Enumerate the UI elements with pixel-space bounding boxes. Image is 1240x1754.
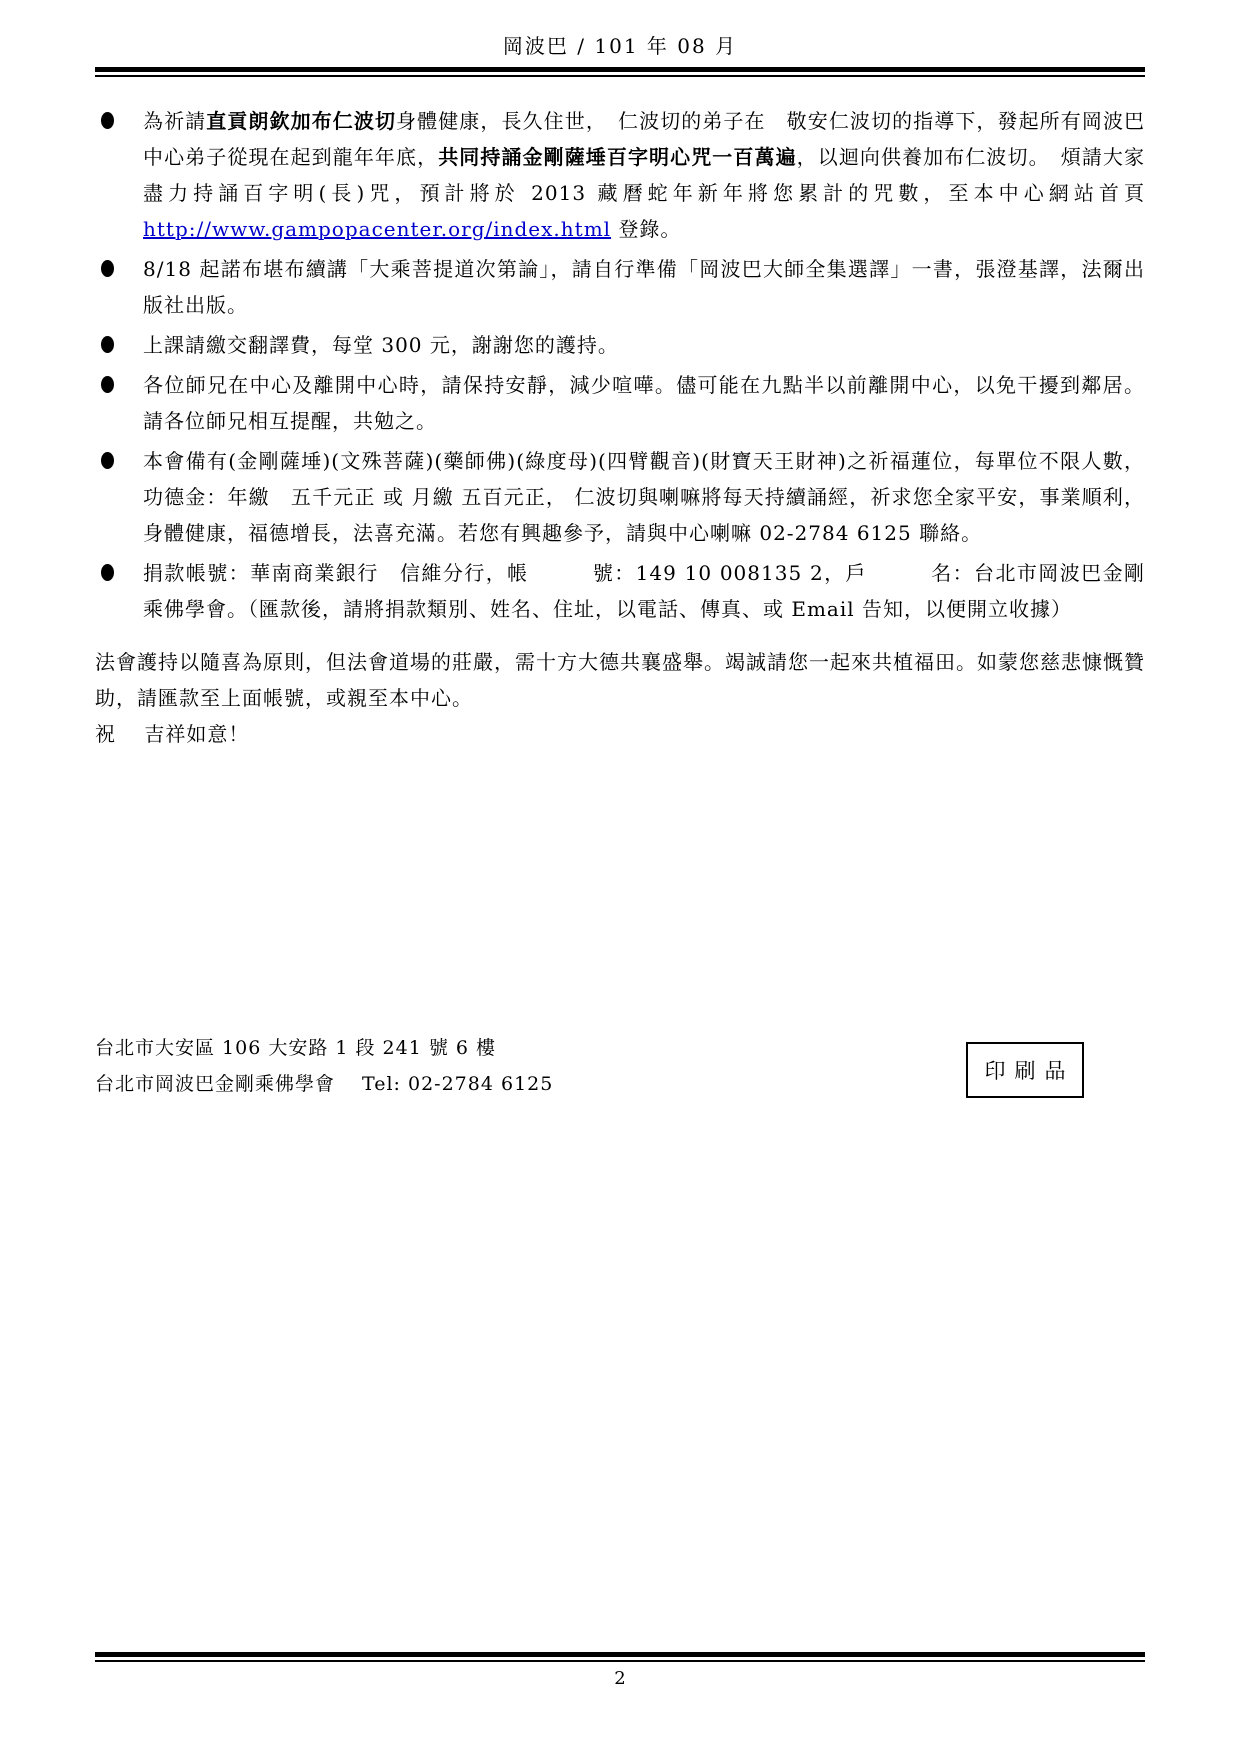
notice-text: 上課請繳交翻譯費，每堂 300 元，謝謝您的護持。 [143,333,619,357]
bullet-icon [101,452,114,469]
list-item-translation-fee [95,327,1145,363]
header-rule [95,67,1145,77]
bullet-icon [101,112,114,129]
bullet-icon [101,376,114,393]
printed-matter-box [966,1042,1084,1098]
list-item-blessing-seats [95,443,1145,551]
salutation: 祝 吉祥如意！ [95,722,250,746]
notice-text: 各位師兄在中心及離開中心時，請保持安靜，減少喧嘩。儘可能在九點半以前離開中心，以免干擾到鄰居。請各位師兄相互提醒，共勉之。 [143,373,1145,433]
notice-text-bold: 共同持誦金剛薩埵百字明心咒一百萬遍 [438,145,797,169]
list-item-mantra-accumulation [95,103,1145,247]
notice-text: ，以迴向供養加布仁波切。 煩請大家盡力持誦百字明(長)咒，預計將於 2013 藏曆蛇年新年將您累計的咒數，至本中心網站首頁 [143,145,1146,205]
bullet-icon [101,564,114,581]
notice-text: 登錄。 [611,217,682,241]
footer-rule [95,1652,1145,1662]
bullet-icon [101,336,114,353]
list-item-quiet-reminder [95,367,1145,439]
list-item-donation-account [95,555,1145,627]
address-line-2: 台北市岡波巴金剛乘佛學會 Tel: 02-2784 6125 [95,1073,554,1095]
notice-text: 本會備有(金剛薩埵)(文殊菩薩)(藥師佛)(綠度母)(四臂觀音)(財寶天王財神)之祈福蓮位，每單位不限人數，功德金：年繳 五千元正 或 月繳 五百元正， 仁波切與喇嘛將每天持續誦經，祈求您全家平安，事業順利，身體健康，福德增長，法喜充滿。若您有興趣參予，請與中心喇嘛 02-2784 6125 聯絡。 [143,449,1145,545]
notice-list [95,103,1145,627]
notice-text-bold: 直貢朗欽加布仁波切 [206,109,397,133]
page-header-title: 岡波巴 / 101 年 08 月 [502,34,738,58]
notice-text: 捐款帳號：華南商業銀行 信維分行，帳 號：149 10 008135 2，戶 名：台北市岡波巴金剛乘佛學會。（匯款後，請將捐款類別、姓名、住址，以電話、傳真、或 Email 告知，以便開立收據） [143,561,1145,621]
notice-text: 8/18 起諾布堪布續講「大乘菩提道次第論」，請自行準備「岡波巴大師全集選譯」一書，張澄基譯，法爾出版社出版。 [143,257,1145,317]
notice-text: 身體健康，長久住世， 仁波切的弟子在 敬安仁波切的指導下，發起所有岡波巴中心弟子從現在起到龍年年底， [143,109,1146,169]
page-content [95,103,1145,752]
list-item-lecture [95,251,1145,323]
bullet-icon [101,260,114,277]
address-line-1: 台北市大安區 106 大安路 1 段 241 號 6 樓 [95,1037,497,1059]
closing-paragraph: 法會護持以隨喜為原則，但法會道場的莊嚴，需十方大德共襄盛舉。竭誠請您一起來共植福田。如蒙您慈悲慷慨贊助，請匯款至上面帳號，或親至本中心。 [95,650,1145,710]
page-number: 2 [614,1668,626,1689]
center-website-link[interactable]: http://www.gampopacenter.org/index.html [143,217,612,241]
printed-matter-label: 印刷品 [984,1059,1075,1083]
address-block [95,1030,553,1102]
notice-text: 為祈請 [143,109,207,133]
